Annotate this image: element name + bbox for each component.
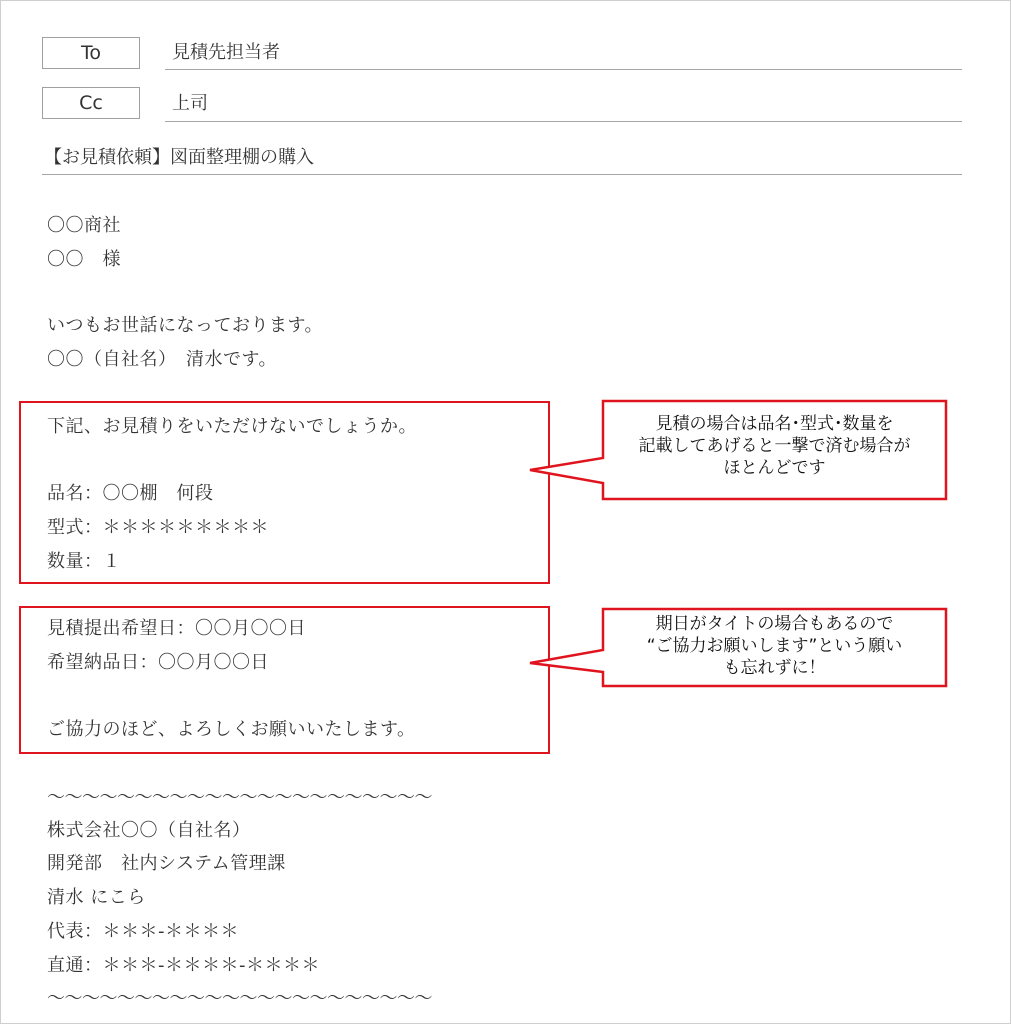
signature-department: 開発部 社内システム管理課 xyxy=(47,853,286,874)
request-line: 下記、お見積りをいただけないでしょうか。 xyxy=(47,416,417,437)
callout-1-line-2: 記載してあげると一撃で済む場合が xyxy=(638,436,911,456)
callout-1-line-1: 見積の場合は品名･型式･数量を xyxy=(655,414,894,434)
delivery-due-line: 希望納品日：〇〇月〇〇日 xyxy=(47,652,269,673)
model-line: 型式：＊＊＊＊＊＊＊＊＊ xyxy=(47,517,269,538)
addressee-company: 〇〇商社 xyxy=(47,215,121,236)
to-label: To xyxy=(42,37,140,69)
callout-2-text xyxy=(606,613,943,679)
quote-due-line: 見積提出希望日：〇〇月〇〇日 xyxy=(47,618,306,639)
to-field[interactable]: 見積先担当者 xyxy=(172,42,280,63)
callout-1-line-3: ほとんどです xyxy=(723,458,826,478)
greeting-line: いつもお世話になっております。 xyxy=(47,315,324,336)
signature-direct-phone: 直通：＊＊＊-＊＊＊＊-＊＊＊＊ xyxy=(47,955,320,976)
item-name-line: 品名：〇〇棚 何段 xyxy=(47,483,214,504)
signature-company: 株式会社〇〇（自社名） xyxy=(47,820,251,841)
callout-2-line-2: “ご協力お願いします”という願い xyxy=(646,636,903,656)
addressee-name: 〇〇 様 xyxy=(47,249,121,270)
callout-1-text xyxy=(606,413,943,479)
sender-intro-line: 〇〇（自社名） 清水です。 xyxy=(47,349,278,370)
signature-name: 清水 にこら xyxy=(47,887,146,908)
quantity-line: 数量：１ xyxy=(47,551,121,572)
subject-field[interactable]: 【お見積依頼】図面整理棚の購入 xyxy=(44,147,314,168)
cc-label: Cc xyxy=(42,87,140,119)
callout-2-line-1: 期日がタイトの場合もあるので xyxy=(655,614,894,634)
closing-line: ご協力のほど、よろしくお願いいたします。 xyxy=(47,719,416,740)
cc-field[interactable]: 上司 xyxy=(172,93,208,114)
signature-divider-top: 〜〜〜〜〜〜〜〜〜〜〜〜〜〜〜〜〜〜〜〜〜〜 xyxy=(47,787,432,808)
callout-2-line-3: も忘れずに！ xyxy=(723,658,826,678)
signature-divider-bottom: 〜〜〜〜〜〜〜〜〜〜〜〜〜〜〜〜〜〜〜〜〜〜 xyxy=(47,988,432,1009)
signature-main-phone: 代表：＊＊＊-＊＊＊＊ xyxy=(47,921,239,942)
